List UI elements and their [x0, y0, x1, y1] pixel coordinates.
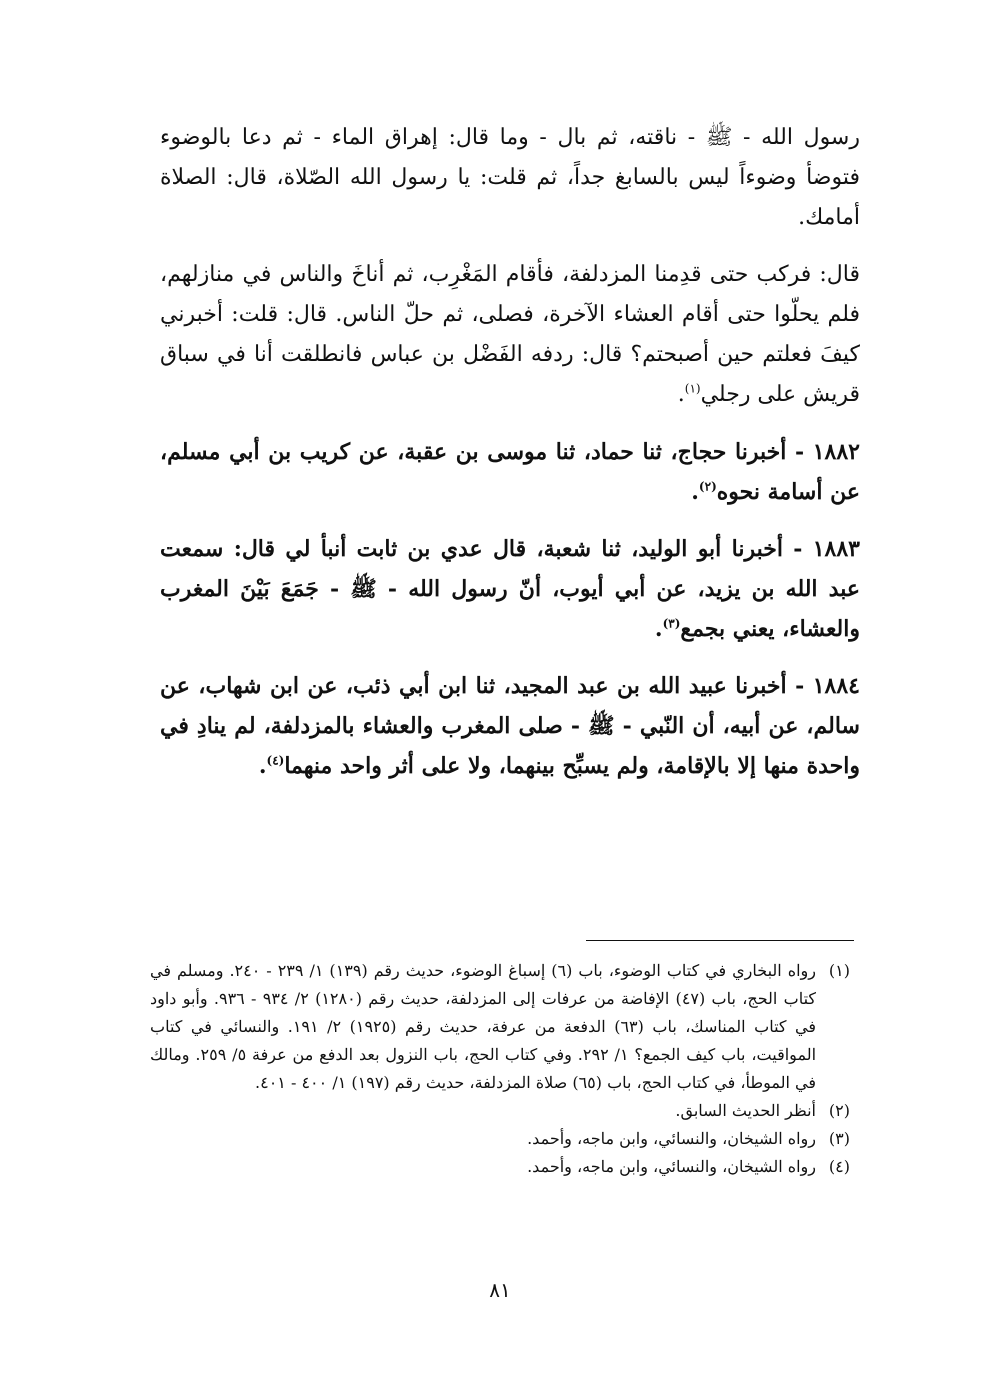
hadith-1883: ١٨٨٣ - أخبرنا أبو الوليد، ثنا شعبة، قال عدي بن ثابت أنبأ لي قال: سمعت عبد الله بن يزيد، عن أبي أيوب، أنّ رسول الله - ﷺ - جَمَعَ بَيْنَ المغرب والعشاء، يعني بجمع$^{(٣)}$.: [160, 536, 861, 642]
hadith-1884: ١٨٨٤ - أخبرنا عبيد الله بن عبد المجيد، ثنا ابن أبي ذئب، عن ابن شهاب، عن سالم، عن أبيه، أن النّبي - ﷺ - صلى المغرب والعشاء بالمزدلفة، لم ينادِ في واحدة منها إلا بالإقامة، ولم يسبِّح بينهما، ولا على أثر واحد منهما$^{(٤)}$.: [160, 673, 860, 779]
paragraph-continuation: رسول الله - ﷺ - ناقته، ثم بال - وما قال: إهراق الماء - ثم دعا بالوضوء فتوضأ وضوءاً ليس بالسابغ جداً، ثم قلت: يا رسول الله الصّلاة، قال: الصلاة أمامك.: [160, 125, 860, 230]
footnote-1: [150, 957, 850, 1097]
footnote-marker[interactable]: (١): [684, 381, 701, 396]
footnote-text: رواه الشيخان، والنسائي، وابن ماجه، وأحمد.: [527, 1157, 816, 1176]
page-number: ٨١: [489, 1278, 511, 1302]
main-text: [160, 118, 860, 786]
footnote-text: رواه الشيخان، والنسائي، وابن ماجه، وأحمد.: [527, 1129, 816, 1148]
footnote-number: (٣): [828, 1129, 850, 1148]
footnote-2: [150, 1097, 850, 1125]
footnotes: [150, 957, 850, 1181]
paragraph-narration: قال: فركب حتى قدِمنا المزدلفة، فأقام المَغْرِب، ثم أناخَ والناس في منازلهم، فلم يحلّوا حتى أقام العشاء الآخرة، فصلى، ثم حلّ الناس. قال: قلت: أخبرني كيفَ فعلتم حين أصبحتم؟ قال: ردفه الفَضْل بن عباس فانطلقت أنا في سباق قريش على رجلي$^{(١)}$.: [160, 262, 860, 407]
footnote-text: رواه البخاري في كتاب الوضوء، باب (٦) إسباغ الوضوء، حديث رقم (١٣٩) ١/ ٢٣٩ - ٢٤٠. ومسلم في كتاب الحج، باب (٤٧) الإفاضة من عرفات إلى المزدلفة، حديث رقم (١٢٨٠) ٢/ ٩٣٤ - ٩٣٦. وأبو داود في كتاب المناسك، باب (٦٣) الدفعة من عرفة، حديث رقم (١٩٢٥) ٢/ ١٩١. والنسائي في كتاب المواقيت، باب كيف الجمع؟ ١/ ٢٩٢. وفي كتاب الحج، باب النزول بعد الدفع من عرفة ٥/ ٢٥٩. ومالك في الموطأ، في كتاب الحج، باب (٦٥) صلاة المزدلفة، حديث رقم (١٩٧) ١/ ٤٠٠ - ٤٠١.: [150, 961, 817, 1092]
footnote-marker[interactable]: (٣): [662, 616, 681, 631]
footnote-text: أنظر الحديث السابق.: [675, 1101, 816, 1120]
footnote-number: (٤): [828, 1157, 850, 1176]
footnote-3: [150, 1125, 850, 1153]
hadith-1882: ١٨٨٢ - أخبرنا حجاج، ثنا حماد، ثنا موسى بن عقبة، عن كريب بن أبي مسلم، عن أسامة نحوه$^{(٢)}$.: [160, 439, 860, 505]
footnote-separator: [586, 940, 854, 941]
footnote-marker[interactable]: (٢): [698, 479, 717, 494]
footnote-number: (١): [828, 961, 850, 980]
footnote-marker[interactable]: (٤): [266, 753, 285, 768]
footnote-4: [150, 1153, 850, 1181]
footnote-number: (٢): [828, 1101, 850, 1120]
